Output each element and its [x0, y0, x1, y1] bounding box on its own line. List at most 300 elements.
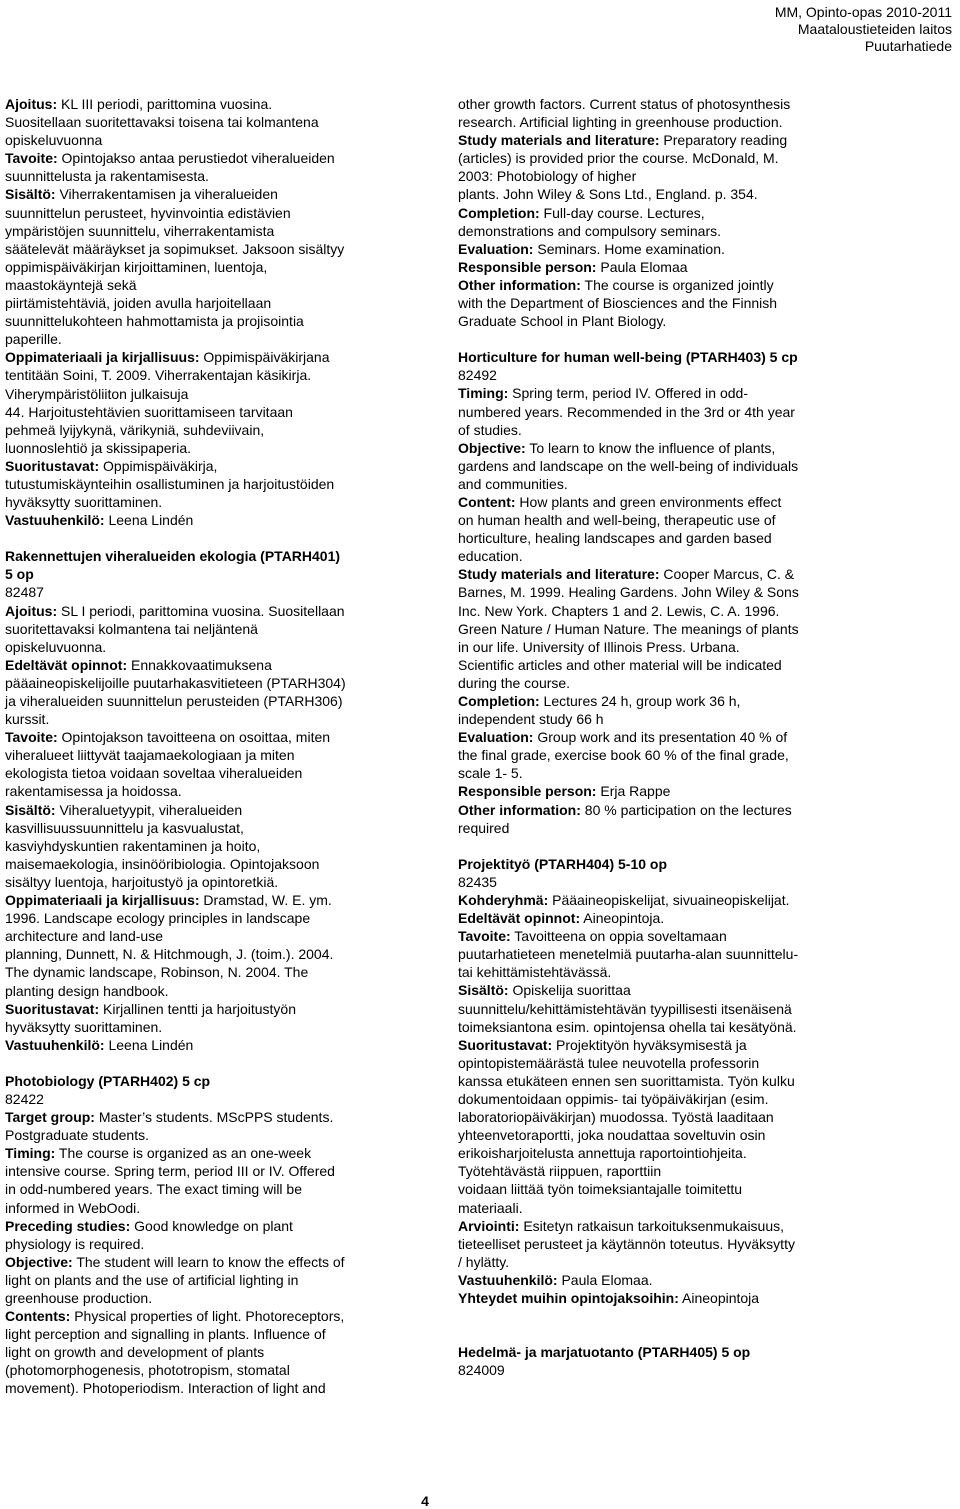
line-text: kanssa etukäteen ennen sen suorittamista. Työn kulku: [458, 1072, 795, 1089]
line-text: Hedelmä- ja marjatuotanto (PTARH405) 5 op: [458, 1344, 751, 1361]
line-text: SL I periodi, parittomina vuosina. Suositellaan: [57, 602, 345, 619]
text-line: [458, 927, 853, 945]
line-text: Barnes, M. 1999. Healing Gardens. John Wiley & Sons: [458, 584, 799, 601]
field-label: Suoritustavat:: [5, 1000, 100, 1017]
text-line: [458, 131, 853, 149]
text-line: [5, 421, 405, 439]
line-text: Rakennettujen viheralueiden ekologia (PTARH401): [5, 548, 341, 565]
text-line: [5, 1108, 405, 1126]
text-line: [458, 620, 853, 638]
field-label: Responsible person:: [458, 258, 597, 275]
text-line: [458, 819, 853, 837]
line-text: research. Artificial lighting in greenhouse production.: [458, 114, 783, 131]
text-line: [5, 927, 405, 945]
text-line: [5, 710, 405, 728]
text-line: [458, 728, 853, 746]
line-text: tai kehittämistehtävässä.: [458, 964, 612, 981]
text-line: [5, 945, 405, 963]
line-text: The course is organized as an one-week: [55, 1145, 312, 1162]
line-text: Esitetyn ratkaisun tarkoituksenmukaisuus,: [519, 1217, 785, 1234]
line-text: erikoisharjoitelusta annettuja raportointiohjeita.: [458, 1145, 747, 1162]
line-text: Seminars. Home examination.: [533, 240, 725, 257]
line-text: greenhouse production.: [5, 1290, 153, 1306]
text-line: [5, 963, 405, 981]
line-text: 80 % participation on the lectures: [580, 801, 792, 818]
line-text: architecture and land-use: [5, 928, 163, 945]
text-line: [5, 692, 405, 710]
line-text: planning, Dunnett, N. & Hitchmough, J. (toim.). 2004.: [5, 946, 334, 963]
line-text: ympäristöjen suunnittelu, viherrakentamista: [5, 222, 275, 239]
line-text: Erja Rappe: [596, 783, 671, 800]
line-text: Ennakkovaatimuksena: [127, 656, 272, 673]
line-text: / hylätty.: [458, 1253, 510, 1270]
line-text: Photobiology (PTARH402) 5 cp: [5, 1072, 211, 1089]
line-text: Suositellaan suoritettavaksi toisena tai kolmantena: [5, 114, 319, 131]
text-line: [458, 909, 853, 927]
line-text: puutarhatieteen menetelmiä puutarha-alan suunnittelu-: [458, 946, 799, 963]
line-text: kasviyhdyskuntien rakentaminen ja hoito,: [5, 837, 261, 854]
field-label: Tavoite:: [5, 150, 58, 167]
text-line: [458, 1090, 853, 1108]
line-text: planting design handbook.: [5, 982, 169, 999]
text-line: [458, 1072, 853, 1090]
field-label: Arviointi:: [458, 1217, 520, 1234]
text-line: [5, 746, 405, 764]
field-label: Kohderyhmä:: [458, 891, 549, 908]
line-text: Graduate School in Plant Biology.: [458, 313, 667, 330]
line-text: education.: [458, 548, 523, 565]
text-line: [5, 439, 405, 457]
line-text: paperille.: [5, 331, 62, 348]
field-label: Sisältö:: [458, 982, 509, 999]
line-text: pehmeä lyijykynä, värikyniä, suhdeviivain,: [5, 421, 265, 438]
line-text: required: [458, 819, 510, 836]
text-line: [458, 1253, 853, 1271]
line-text: plants. John Wiley & Sons Ltd., England. p. 354.: [458, 186, 758, 203]
line-text: suoritettavaksi kolmantena tai neljäntenä: [5, 620, 258, 637]
line-text: piirtämistehtäviä, joiden avulla harjoitellaan: [5, 295, 272, 312]
line-text: 82435: [458, 873, 497, 890]
text-line: [458, 583, 853, 601]
text-line: [458, 692, 853, 710]
field-label: Objective:: [458, 439, 526, 456]
line-text: Cooper Marcus, C. &: [659, 566, 795, 583]
header-course-guide: MM, Opinto-opas 2010-2011: [774, 4, 952, 20]
line-text: in odd-numbered years. The exact timing will be: [5, 1181, 303, 1198]
line-text: Horticulture for human well-being (PTARH403) 5 cp: [458, 349, 798, 366]
text-line: [5, 674, 405, 692]
text-line: [5, 204, 405, 222]
text-line: [458, 457, 853, 475]
text-line: [458, 185, 853, 203]
text-line: [458, 1108, 853, 1126]
line-text: the final grade, exercise book 60 % of the final grade,: [458, 747, 789, 764]
field-label: Sisältö:: [5, 801, 56, 818]
line-text: Oppimispäiväkirja,: [99, 457, 218, 474]
right-column: [458, 95, 853, 1379]
field-label: Target group:: [5, 1109, 95, 1126]
line-text: The course is organized jointly: [580, 276, 774, 293]
section-gap: [458, 330, 853, 348]
line-text: 82487: [5, 584, 44, 601]
text-line: [5, 185, 405, 203]
text-line: [5, 1000, 405, 1018]
line-text: The student will learn to know the effects of: [72, 1253, 345, 1270]
text-line: [458, 149, 853, 167]
line-text: oppimispäiväkirjan kirjoittaminen, luentoja,: [5, 258, 268, 275]
text-line: [458, 1180, 853, 1198]
line-text: viheralueet liittyvät taajamaekologiaan ja miten: [5, 747, 295, 764]
text-line: [458, 384, 853, 402]
line-text: 1996. Landscape ecology principles in landscape: [5, 910, 311, 927]
text-line: [5, 475, 405, 493]
line-text: Lectures 24 h, group work 36 h,: [539, 693, 741, 709]
field-label: Ajoitus:: [5, 602, 58, 619]
line-text: 2003: Photobiology of higher: [458, 168, 637, 185]
text-line: [458, 873, 853, 891]
line-text: 824009: [458, 1362, 505, 1379]
text-line: [458, 565, 853, 583]
line-text: dokumentoidaan oppimis- tai työpäiväkirjan (esim.: [458, 1090, 769, 1107]
line-text: Full-day course. Lectures,: [539, 204, 705, 221]
text-line: [458, 891, 853, 909]
line-text: scale 1- 5.: [458, 765, 523, 782]
text-line: [5, 1307, 405, 1325]
text-line: [5, 294, 405, 312]
text-line: [5, 149, 405, 167]
text-line: [5, 312, 405, 330]
line-text: Projektityön hyväksymisestä ja: [552, 1036, 747, 1053]
text-line: [458, 95, 853, 113]
text-line: [5, 855, 405, 873]
section-gap: [5, 529, 405, 547]
line-text: Oppimispäiväkirjana: [199, 349, 330, 366]
line-text: yhteenvetoraportti, joka noudattaa soveltuvin osin: [458, 1127, 766, 1144]
text-line: [458, 258, 853, 276]
text-line: [458, 1144, 853, 1162]
text-line: [458, 511, 853, 529]
field-label: Tavoite:: [458, 928, 511, 945]
field-label: Other information:: [458, 276, 581, 293]
field-label: Completion:: [458, 204, 540, 221]
section-gap: [458, 837, 853, 855]
text-line: [458, 1289, 853, 1307]
text-line: [5, 1343, 405, 1361]
field-label: Edeltävät opinnot:: [458, 910, 581, 927]
line-text: tutustumiskäynteihin osallistuminen ja harjoitustöiden: [5, 475, 335, 492]
field-label: Study materials and literature:: [458, 566, 660, 583]
line-text: toimeksiantona esim. opintojensa ohella tai kesätyönä.: [458, 1018, 797, 1035]
text-line: [458, 1271, 853, 1289]
text-line: [5, 1144, 405, 1162]
line-text: 82422: [5, 1090, 44, 1107]
field-label: Other information:: [458, 801, 581, 818]
line-text: materiaali.: [458, 1199, 523, 1216]
text-line: [5, 167, 405, 185]
text-line: [458, 167, 853, 185]
line-text: sisältyy luentoja, harjoitustyö ja opintoretkiä.: [5, 873, 279, 890]
line-text: kasvillisuussuunnittelu ja kasvualustat,: [5, 819, 244, 836]
text-line: [5, 728, 405, 746]
course-title: [5, 1072, 405, 1090]
text-line: [458, 439, 853, 457]
line-text: Opintojakson tavoitteena on osoittaa, miten: [57, 729, 331, 746]
line-text: Pääaineopiskelijat, sivuaineopiskelijat.: [548, 891, 790, 908]
header-department: Maataloustieteiden laitos: [797, 21, 952, 37]
line-text: KL III periodi, parittomina vuosina.: [57, 96, 273, 112]
field-label: Suoritustavat:: [458, 1036, 553, 1053]
text-line: [458, 945, 853, 963]
line-text: and communities.: [458, 475, 568, 492]
text-line: [458, 710, 853, 728]
text-line: [5, 385, 405, 403]
line-text: ja viheralueiden suunnittelun perusteiden (PTARH306): [5, 693, 343, 709]
line-text: Scientific articles and other material will be indicated: [458, 656, 782, 673]
field-label: Evaluation:: [458, 240, 534, 257]
line-text: light on growth and development of plants: [5, 1344, 265, 1361]
text-line: [458, 366, 853, 384]
text-line: [5, 1289, 405, 1307]
field-label: Study materials and literature:: [458, 132, 660, 149]
line-text: luonnoslehtiö ja skissipaperia.: [5, 439, 191, 456]
field-label: Tavoite:: [5, 729, 58, 746]
line-text: light perception and signalling in plants. Influence of: [5, 1326, 326, 1343]
line-text: Viheraluetyypit, viheralueiden: [55, 801, 243, 818]
text-line: [458, 1036, 853, 1054]
text-line: [5, 1036, 405, 1054]
section-gap: [458, 1325, 853, 1343]
line-text: Opiskelija suorittaa: [508, 982, 631, 999]
text-line: [458, 764, 853, 782]
line-text: Physical properties of light. Photoreceptors,: [70, 1308, 345, 1325]
line-text: horticulture, healing landscapes and garden based: [458, 530, 772, 547]
text-line: [5, 819, 405, 837]
line-text: Postgraduate students.: [5, 1127, 149, 1144]
line-text: demonstrations and compulsory seminars.: [458, 222, 722, 239]
field-label: Vastuuhenkilö:: [458, 1271, 558, 1288]
text-line: [5, 982, 405, 1000]
text-line: [458, 276, 853, 294]
course-title: [458, 1343, 853, 1361]
line-text: other growth factors. Current status of photosynthesis: [458, 96, 791, 112]
text-line: [5, 837, 405, 855]
text-line: [458, 801, 853, 819]
text-line: [458, 240, 853, 258]
text-line: [458, 204, 853, 222]
line-text: hyväksytty suorittaminen.: [5, 1018, 163, 1035]
header-subject: Puutarhatiede: [864, 38, 952, 54]
line-text: Leena Lindén: [104, 1036, 194, 1053]
line-text: Leena Lindén: [104, 512, 194, 529]
field-label: Vastuuhenkilö:: [5, 1036, 105, 1053]
line-text: Preparatory reading: [659, 132, 788, 149]
line-text: Inc. New York. Chapters 1 and 2. Lewis, C. A. 1996.: [458, 602, 780, 619]
text-line: [458, 1000, 853, 1018]
page-header: [775, 4, 952, 55]
text-line: [458, 403, 853, 421]
text-line: [5, 1199, 405, 1217]
text-line: [5, 113, 405, 131]
text-line: [5, 457, 405, 475]
text-line: [5, 891, 405, 909]
text-line: [5, 1162, 405, 1180]
text-line: [458, 1235, 853, 1253]
field-label: Sisältö:: [5, 186, 56, 203]
line-text: (photomorphogenesis, phototropism, stomatal: [5, 1362, 290, 1379]
line-text: light on plants and the use of artificial lighting in: [5, 1271, 299, 1288]
text-line: [5, 638, 405, 656]
field-label: Evaluation:: [458, 729, 534, 746]
line-text: voidaan liittää työn toimeksiantajalle toimitettu: [458, 1181, 743, 1198]
line-text: suunnittelu/kehittämistehtävän tyypillisesti itsenäisenä: [458, 1000, 792, 1017]
field-label: Vastuuhenkilö:: [5, 512, 105, 529]
line-text: Dramstad, W. E. ym.: [199, 892, 332, 909]
text-line: [5, 1379, 405, 1397]
line-text: Master’s students. MScPPS students.: [94, 1109, 334, 1126]
text-line: [5, 764, 405, 782]
line-text: Viherympäristöliiton julkaisuja: [5, 385, 189, 402]
text-line: [458, 981, 853, 999]
line-text: with the Department of Biosciences and the Finnish: [458, 295, 778, 312]
field-label: Objective:: [5, 1253, 73, 1270]
line-text: physiology is required.: [5, 1235, 145, 1252]
text-line: [5, 330, 405, 348]
line-text: maisemaekologia, insinööribiologia. Opintojaksoon: [5, 855, 320, 872]
line-text: Good knowledge on plant: [130, 1217, 293, 1234]
text-line: [5, 131, 405, 149]
text-line: [5, 873, 405, 891]
text-line: [458, 1126, 853, 1144]
line-text: suunnittelukohteen hahmottamista ja projisointia: [5, 313, 304, 330]
line-text: säätelevät määräykset ja sopimukset. Jaksoon sisältyy: [5, 240, 345, 257]
text-line: [458, 963, 853, 981]
line-text: 5 op: [5, 566, 34, 583]
text-line: [5, 348, 405, 366]
text-line: [458, 638, 853, 656]
text-line: [458, 602, 853, 620]
text-line: [5, 620, 405, 638]
text-line: [5, 1253, 405, 1271]
text-line: [458, 1054, 853, 1072]
line-text: Projektityö (PTARH404) 5-10 op: [458, 855, 668, 872]
line-text: ekologista tietoa voidaan soveltaa viheralueiden: [5, 765, 303, 782]
text-line: [5, 493, 405, 511]
text-line: [5, 602, 405, 620]
text-line: [458, 294, 853, 312]
field-label: Preceding studies:: [5, 1217, 131, 1234]
text-line: [5, 656, 405, 674]
line-text: on human health and well-being, therapeutic use of: [458, 512, 776, 529]
field-label: Edeltävät opinnot:: [5, 656, 128, 673]
text-line: [5, 276, 405, 294]
text-line: [458, 493, 853, 511]
line-text: opintopistemäärästä tulee neuvotella professorin: [458, 1054, 760, 1071]
line-text: Paula Elomaa: [596, 258, 688, 275]
text-line: [458, 1361, 853, 1379]
left-column: [5, 95, 405, 1398]
field-label: Oppimateriaali ja kirjallisuus:: [5, 892, 200, 909]
line-text: tieteelliset perusteet ja käytännön toteutus. Hyväksytty: [458, 1235, 795, 1252]
line-text: movement). Photoperiodism. Interaction of light and: [5, 1380, 326, 1397]
text-line: [458, 312, 853, 330]
line-text: tentitään Soini, T. 2009. Viherrakentajan käsikirja.: [5, 367, 312, 384]
text-line: [458, 746, 853, 764]
text-line: [458, 1162, 853, 1180]
text-line: [458, 1199, 853, 1217]
course-title: [5, 547, 405, 565]
text-line: [5, 240, 405, 258]
field-label: Content:: [458, 493, 516, 510]
text-line: [458, 547, 853, 565]
text-line: [5, 1271, 405, 1289]
text-line: [458, 529, 853, 547]
text-line: [5, 1325, 405, 1343]
line-text: 44. Harjoitustehtävien suorittamiseen tarvitaan: [5, 403, 293, 420]
line-text: intensive course. Spring term, period III or IV. Offered: [5, 1163, 335, 1180]
text-line: [458, 475, 853, 493]
text-line: [5, 403, 405, 421]
text-line: [458, 782, 853, 800]
field-label: Timing:: [458, 385, 509, 402]
line-text: Aineopintoja.: [580, 910, 665, 927]
line-text: How plants and green environments effect: [515, 493, 782, 510]
line-text: Viherrakentamisen ja viheralueiden: [55, 186, 278, 203]
field-label: Ajoitus:: [5, 96, 58, 112]
line-text: laboratoriopäiväkirjan) muodossa. Työstä laaditaan: [458, 1109, 774, 1126]
page-number: 4: [421, 1493, 429, 1509]
text-line: [5, 1361, 405, 1379]
text-line: [5, 1217, 405, 1235]
line-text: Spring term, period IV. Offered in odd-: [508, 385, 748, 402]
field-label: Suoritustavat:: [5, 457, 100, 474]
line-text: suunnittelun perusteet, hyvinvointia edistävien: [5, 204, 291, 221]
text-line: [5, 258, 405, 276]
line-text: To learn to know the influence of plants,: [525, 439, 776, 456]
text-line: [5, 782, 405, 800]
field-label: Timing:: [5, 1145, 56, 1162]
line-text: Tavoitteena on oppia soveltamaan: [510, 928, 727, 945]
field-label: Completion:: [458, 693, 540, 709]
text-line: [5, 366, 405, 384]
line-text: independent study 66 h: [458, 711, 604, 728]
text-line: [458, 421, 853, 439]
line-text: Opintojakso antaa perustiedot viheralueiden: [57, 150, 335, 167]
line-text: hyväksytty suorittaminen.: [5, 494, 163, 511]
text-line: [5, 511, 405, 529]
line-text: during the course.: [458, 674, 571, 691]
line-text: Kirjallinen tentti ja harjoitustyön: [99, 1000, 297, 1017]
text-line: [458, 656, 853, 674]
text-line: [458, 674, 853, 692]
line-text: informed in WebOodi.: [5, 1199, 141, 1216]
text-line: [5, 1090, 405, 1108]
line-text: maastokäyntejä sekä: [5, 276, 137, 293]
text-line: [458, 222, 853, 240]
line-text: opiskeluvuonna.: [5, 638, 107, 655]
text-line: [5, 1180, 405, 1198]
section-gap: [458, 1307, 853, 1325]
line-text: (articles) is provided prior the course. McDonald, M.: [458, 150, 779, 167]
text-line: [5, 222, 405, 240]
line-text: suunnittelusta ja rakentamisesta.: [5, 168, 209, 185]
text-line: [458, 1018, 853, 1036]
field-label: Oppimateriaali ja kirjallisuus:: [5, 349, 200, 366]
line-text: Työtehtävästä riippuen, raporttiin: [458, 1163, 662, 1180]
line-text: Paula Elomaa.: [557, 1271, 653, 1288]
course-title: [5, 565, 405, 583]
text-line: [5, 909, 405, 927]
field-label: Contents:: [5, 1308, 71, 1325]
